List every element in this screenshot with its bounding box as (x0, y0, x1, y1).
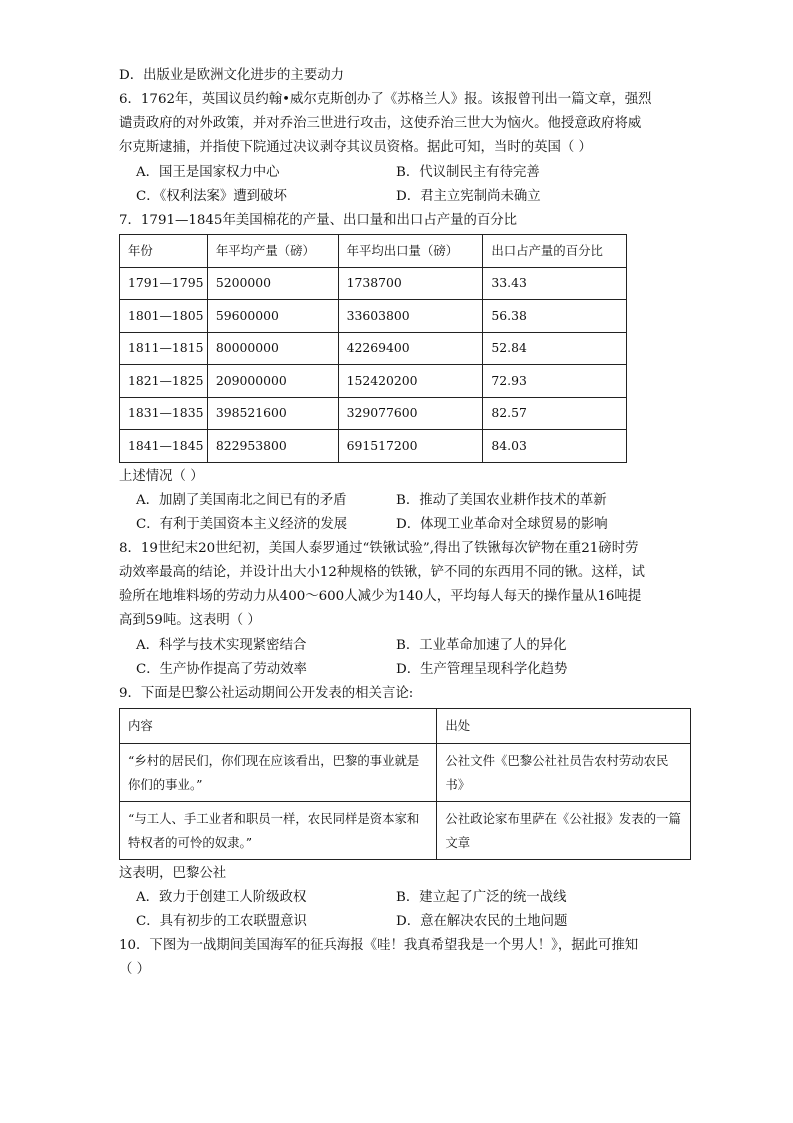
table-row (120, 332, 627, 365)
table-cell: 公社文件《巴黎公社社员告农村劳动农民书》 (437, 744, 691, 802)
q9-commune-table (119, 708, 691, 860)
column-header: 年平均出口量（磅） (338, 235, 483, 268)
column-header: 内容 (120, 709, 437, 744)
table-row (120, 267, 627, 300)
table-cell: 398521600 (207, 397, 338, 430)
table-cell: 56.38 (483, 300, 627, 333)
table-cell: 1801—1805 (120, 300, 208, 333)
q9-option-b: B．建立起了广泛的统一战线 (396, 890, 567, 905)
q6-option-b: B．代议制民主有待完善 (396, 165, 540, 180)
q8-option-c: C．生产协作提高了劳动效率 (136, 662, 307, 677)
q8-option-d: D．生产管理呈现科学化趋势 (396, 662, 568, 677)
q6-stem-line-2: 谴责政府的对外政策，并对乔治三世进行攻击，这使乔治三世大为恼火。他授意政府将威 (119, 116, 642, 131)
q8-option-a: A．科学与技术实现紧密结合 (136, 638, 307, 653)
table-row (120, 802, 691, 860)
table-cell: 152420200 (338, 365, 483, 398)
column-header: 出口占产量的百分比 (483, 235, 627, 268)
table-cell: 59600000 (207, 300, 338, 333)
table-cell: 5200000 (207, 267, 338, 300)
table-cell: 1738700 (338, 267, 483, 300)
table-row (120, 430, 627, 463)
table-header-row (120, 235, 627, 268)
table-cell: 33603800 (338, 300, 483, 333)
table-cell: 1841—1845 (120, 430, 208, 463)
q8-option-b: B．工业革命加速了人的异化 (396, 638, 567, 653)
table-cell: 1821—1825 (120, 365, 208, 398)
table-cell: 82.57 (483, 397, 627, 430)
q7-prompt: 上述情况（ ） (119, 469, 204, 484)
q6-stem-line-1: 6．1762年，英国议员约翰•威尔克斯创办了《苏格兰人》报。该报曾刊出一篇文章，强烈 (119, 92, 652, 107)
q6-stem-line-3: 尔克斯逮捕，并指使下院通过决议剥夺其议员资格。据此可知，当时的英国（ ） (119, 140, 592, 155)
q10-stem-line-1: 10．下图为一战期间美国海军的征兵海报《哇！我真希望我是一个男人！》，据此可推知 (119, 938, 639, 953)
table-header-row (120, 709, 691, 744)
q8-stem-line-1: 8．19世纪末20世纪初，美国人泰罗通过“铁锹试验”,得出了铁锹每次铲物在重21磅时劳 (119, 541, 639, 556)
q7-option-b: B．推动了美国农业耕作技术的革新 (396, 493, 607, 508)
table-cell: 72.93 (483, 365, 627, 398)
q7-option-d: D．体现工业革命对全球贸易的影响 (396, 517, 608, 532)
table-row (120, 300, 627, 333)
table-cell: 33.43 (483, 267, 627, 300)
q6-option-c: C．《权利法案》遭到破坏 (136, 189, 287, 204)
q9-prompt: 这表明，巴黎公社 (119, 866, 227, 881)
table-cell: 1831—1835 (120, 397, 208, 430)
table-cell: 1811—1815 (120, 332, 208, 365)
table-cell: “与工人、手工业者和职员一样，农民同样是资本家和特权者的可怜的奴隶。” (120, 802, 437, 860)
q6-option-d: D．君主立宪制尚未确立 (396, 189, 541, 204)
table-row (120, 397, 627, 430)
q6-option-a: A．国王是国家权力中心 (136, 165, 280, 180)
q10-stem-line-2: （ ） (119, 962, 151, 977)
column-header: 年平均产量（磅） (207, 235, 338, 268)
q7-cotton-table (119, 234, 627, 463)
table-cell: 84.03 (483, 430, 627, 463)
column-header: 出处 (437, 709, 691, 744)
column-header: 年份 (120, 235, 208, 268)
table-cell: 691517200 (338, 430, 483, 463)
table-cell: 329077600 (338, 397, 483, 430)
q9-title: 9．下面是巴黎公社运动期间公开发表的相关言论: (119, 686, 414, 701)
table-cell: 209000000 (207, 365, 338, 398)
q5-option-d: D．出版业是欧洲文化进步的主要动力 (119, 68, 344, 83)
table-cell: 公社政论家布里萨在《公社报》发表的一篇文章 (437, 802, 691, 860)
table-cell: 822953800 (207, 430, 338, 463)
table-cell: “乡村的居民们，你们现在应该看出，巴黎的事业就是你们的事业。” (120, 744, 437, 802)
table-cell: 1791—1795 (120, 267, 208, 300)
q9-option-d: D．意在解决农民的土地问题 (396, 914, 568, 929)
q7-title: 7．1791—1845年美国棉花的产量、出口量和出口占产量的百分比 (119, 213, 518, 228)
q8-stem-line-2: 动效率最高的结论，并设计出大小12种规格的铁锹，铲不同的东西用不同的锹。这样，试 (119, 565, 645, 580)
q7-option-a: A．加剧了美国南北之间已有的矛盾 (136, 493, 347, 508)
table-cell: 52.84 (483, 332, 627, 365)
table-row (120, 744, 691, 802)
q8-stem-line-4: 高到59吨。这表明（ ） (119, 613, 261, 628)
table-row (120, 365, 627, 398)
table-cell: 80000000 (207, 332, 338, 365)
q8-stem-line-3: 验所在地堆料场的劳动力从400～600人减少为140人，平均每人每天的操作量从16吨提 (119, 589, 642, 604)
q9-option-a: A．致力于创建工人阶级政权 (136, 890, 307, 905)
q9-option-c: C．具有初步的工农联盟意识 (136, 914, 307, 929)
q7-option-c: C．有利于美国资本主义经济的发展 (136, 517, 348, 532)
table-cell: 42269400 (338, 332, 483, 365)
